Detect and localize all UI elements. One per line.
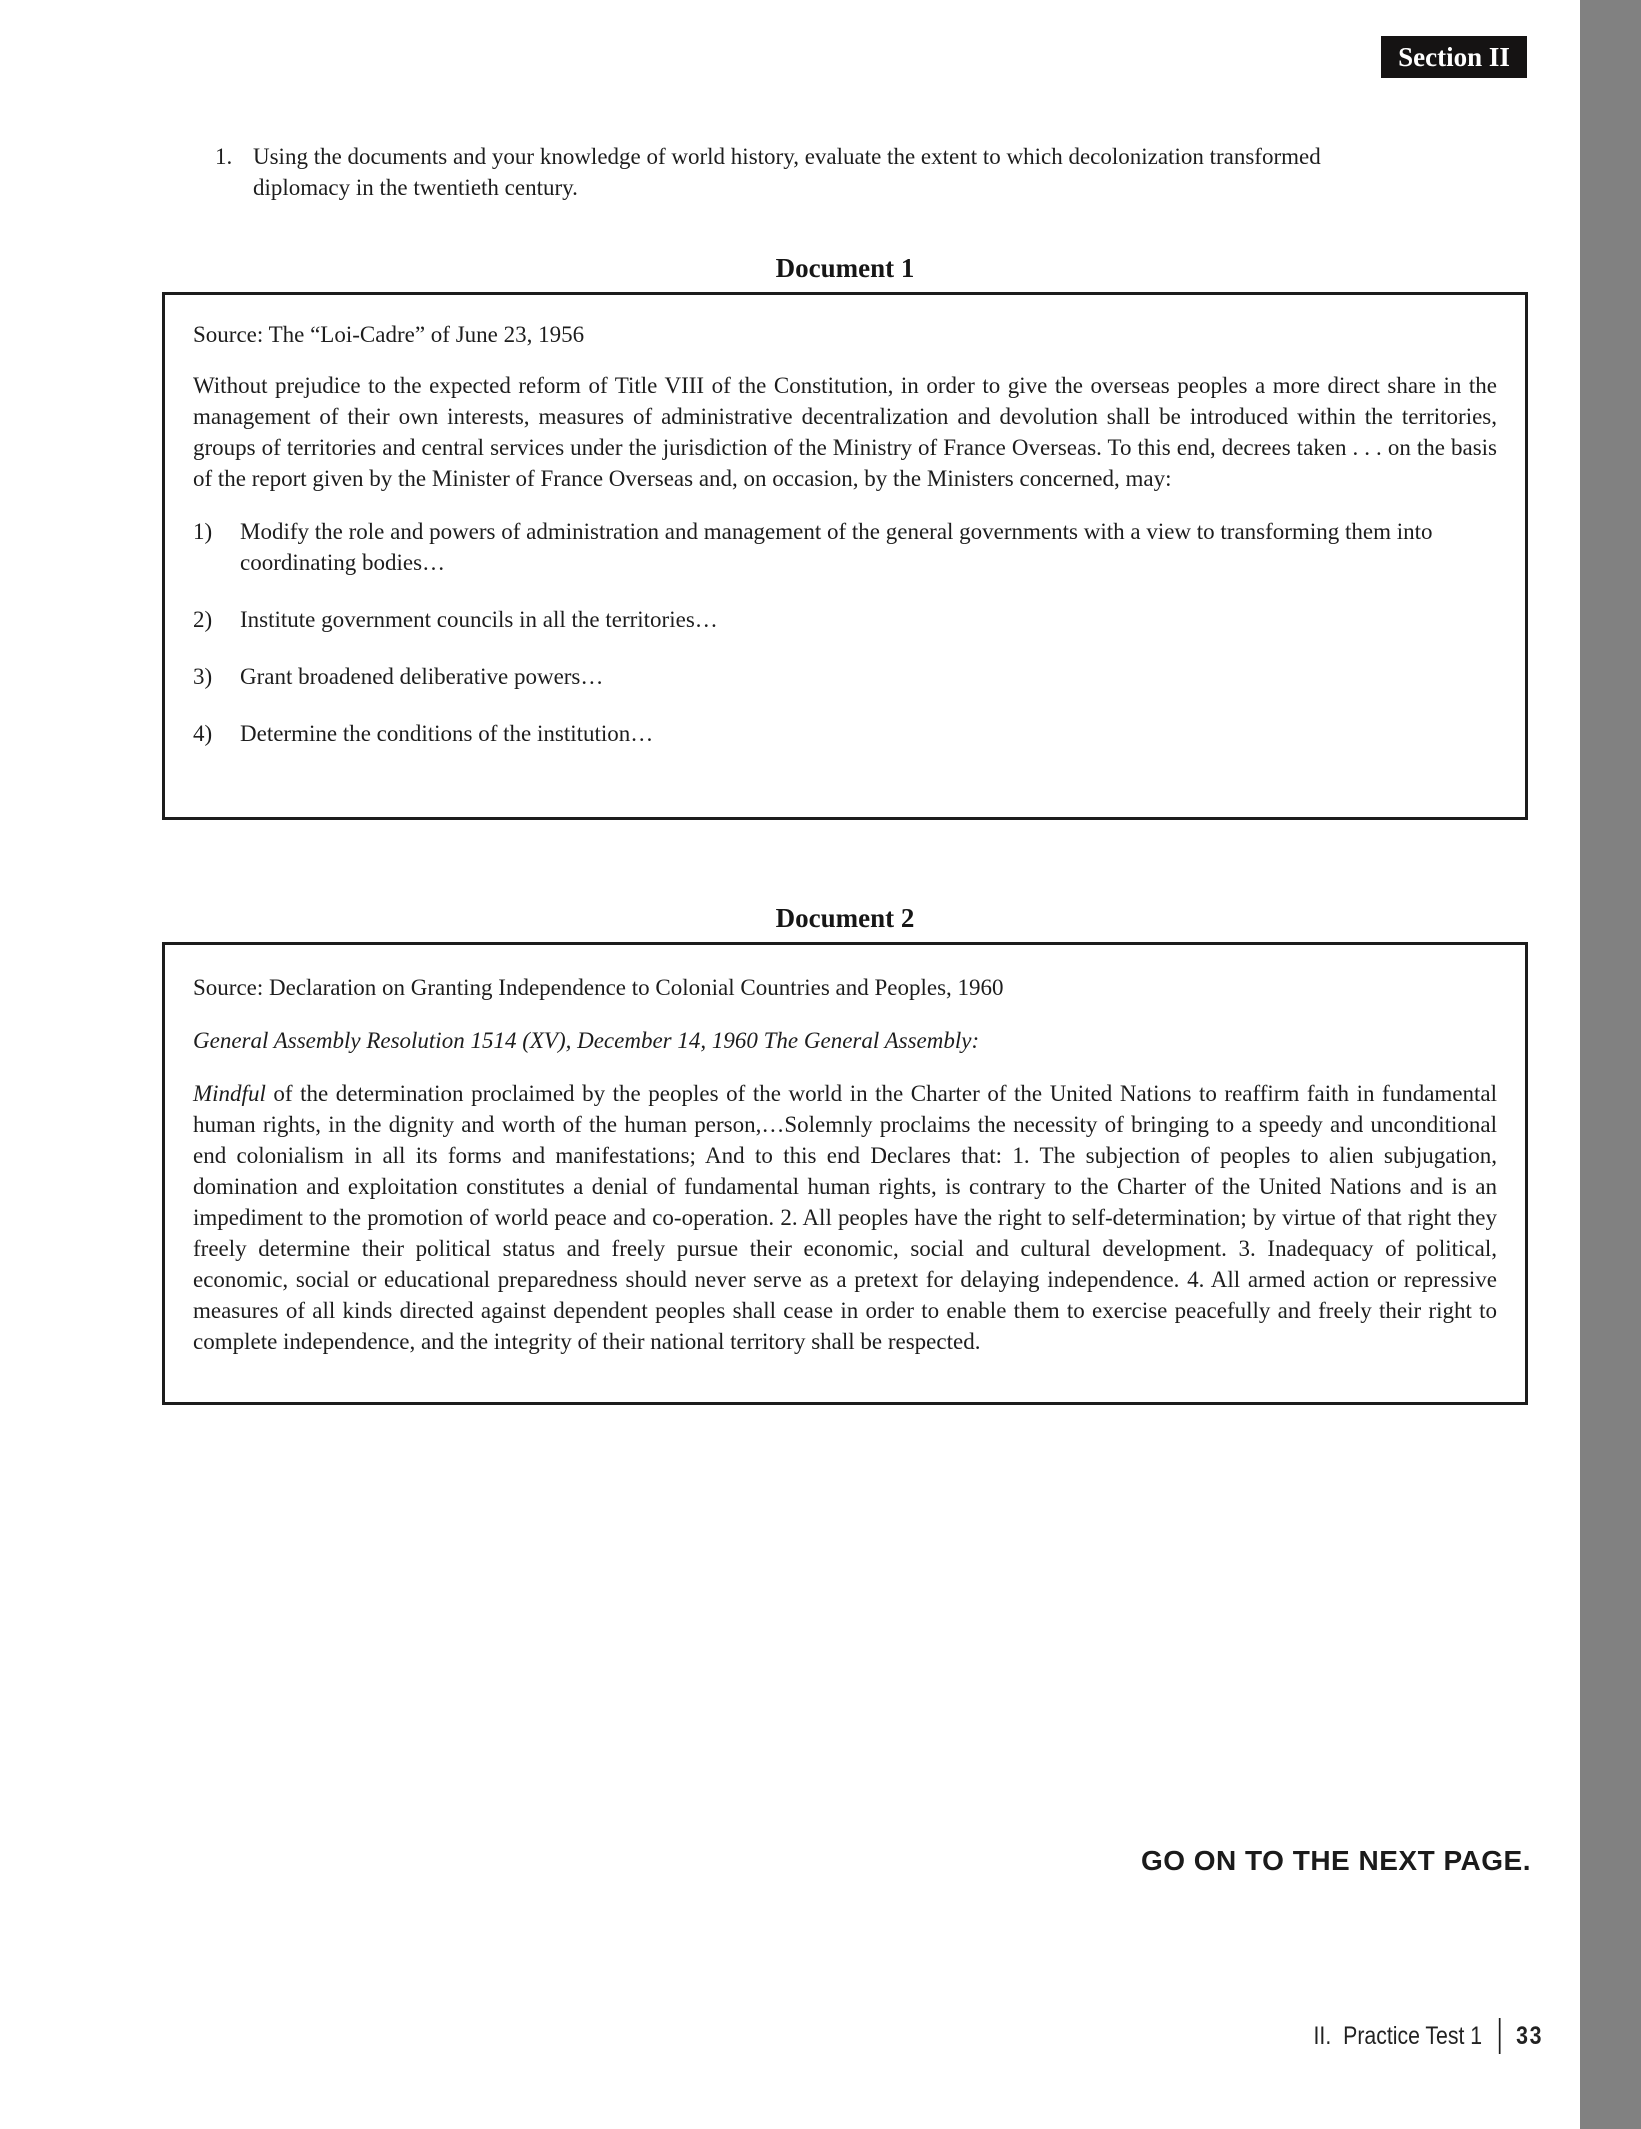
list-item <box>193 516 1497 578</box>
footer-page-number: 33 <box>1515 2021 1543 2050</box>
footer-title: Practice Test 1 <box>1342 2021 1482 2050</box>
list-item-number: 3) <box>193 664 213 689</box>
page-footer <box>1313 2018 1543 2054</box>
footer-divider <box>1499 2018 1501 2054</box>
list-item <box>193 718 1497 749</box>
list-item-number: 4) <box>193 721 213 746</box>
document-1-list <box>193 516 1497 749</box>
document-1-source: Source: The “Loi-Cadre” of June 23, 1956 <box>193 322 585 347</box>
document-2-box <box>162 942 1528 1405</box>
list-item-text: Determine the conditions of the institution… <box>240 721 654 746</box>
go-on-instruction: GO ON TO THE NEXT PAGE. <box>1140 1845 1531 1876</box>
footer-section-label: II. <box>1313 2021 1332 2050</box>
question-number: 1. <box>215 144 233 169</box>
list-item-number: 1) <box>193 519 213 544</box>
document-1-paragraph: Without prejudice to the expected reform of Title VIII of the Constitution, in order to give the overseas peoples a more direct share in the management of their own interests, measures of administrative decentralization and devolution shall be introduced within the territories, groups of territories and central services under the jurisdiction of the Ministry of France Overseas. To this end, decrees taken . . . on the basis of the report given by the Minister of France Overseas and, on occasion, by the Ministers concerned, may: <box>193 373 1497 491</box>
list-item-text: Modify the role and powers of administration and management of the general governments with a view to transforming them into coordinating bodies… <box>240 519 1433 575</box>
question-1 <box>215 141 1355 203</box>
document-2-source: Source: Declaration on Granting Independence to Colonial Countries and Peoples, 1960 <box>193 975 1004 1000</box>
page-edge-bar <box>1580 0 1641 2129</box>
document-2-resolution-line: General Assembly Resolution 1514 (XV), December 14, 1960 The General Assembly: <box>193 1028 980 1053</box>
document-1-box <box>162 292 1528 820</box>
list-item <box>193 604 1497 635</box>
paragraph-lead-italic: Mindful <box>193 1081 266 1106</box>
document-1-heading: Document 1 <box>775 253 915 283</box>
list-item-text: Institute government councils in all the territories… <box>240 607 718 632</box>
section-badge: Section II <box>1381 36 1527 78</box>
list-item-text: Grant broadened deliberative powers… <box>240 664 604 689</box>
list-item <box>193 661 1497 692</box>
paragraph-body-text: of the determination proclaimed by the peoples of the world in the Charter of the United Nations to reaffirm faith in fundamental human rights, in the dignity and worth of the human person,…Solemnly proclaims the necessity of bringing to a speedy and unconditional end colonialism in all its forms and manifestations; And to this end Declares that: 1. The subjection of peoples to alien subjugation, domination and exploitation constitutes a denial of fundamental human rights, is contrary to the Charter of the United Nations and is an impediment to the promotion of world peace and co-operation. 2. All peoples have the right to self-determination; by virtue of that right they freely determine their political status and freely pursue their economic, social and cultural development. 3. Inadequacy of political, economic, social or educational preparedness should never serve as a pretext for delaying independence. 4. All armed action or repressive measures of all kinds directed against dependent peoples shall cease in order to enable them to exercise peacefully and freely their right to complete independence, and the integrity of their national territory shall be respected. <box>193 1081 1497 1354</box>
document-2-paragraph <box>193 1078 1497 1357</box>
question-text: Using the documents and your knowledge of world history, evaluate the extent to which decolonization transformed diplomacy in the twentieth century. <box>253 144 1321 200</box>
list-item-number: 2) <box>193 607 213 632</box>
document-2-heading: Document 2 <box>775 903 915 933</box>
